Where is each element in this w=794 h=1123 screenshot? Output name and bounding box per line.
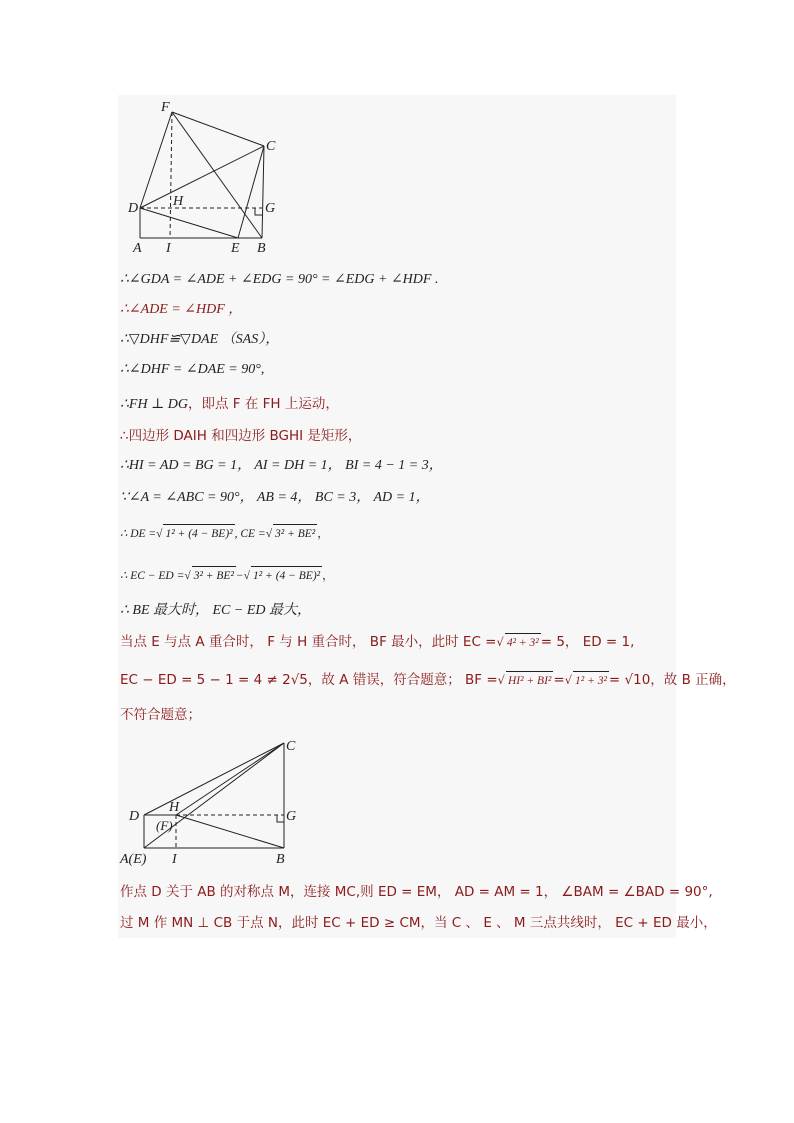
seg-fi (170, 112, 172, 238)
label-h: H (173, 194, 184, 209)
line-13: EC − ED = 5 − 1 = 4 ≠ 2√5，故 A 错误，符合题意； BF =√ HI² + BI² =√ 1² + 3² = √10，故 B 正确， (120, 672, 736, 688)
seg2-dc (144, 743, 284, 815)
label-e: E (231, 241, 240, 256)
line-2: ∴∠ADE = ∠HDF ， (120, 302, 243, 317)
label2-ae: A(E) (120, 852, 147, 867)
line-10: ∴ EC − ED =√ 3² + BE² −√ 1² + (4 − BE)² ， (120, 566, 334, 585)
seg-fb (172, 112, 262, 238)
figure-2 (118, 735, 318, 870)
seg-de (140, 208, 238, 238)
line-5: ∴FH ⊥ DG，即点 F 在 FH 上运动， (120, 396, 339, 412)
line-3: ∴▽DHF≌▽DAE （SAS）， (120, 332, 280, 347)
right-angle-g (255, 208, 262, 215)
label-g: G (265, 201, 276, 216)
seg2-hc (176, 743, 284, 815)
line-7: ∴HI = AD = BG = 1， AI = DH = 1， BI = 4 − 1 = 3， (120, 458, 443, 473)
label2-f: (F) (156, 818, 173, 833)
line-1: ∴∠GDA = ∠ADE + ∠EDG = 90° = ∠EDG + ∠HDF . (120, 272, 439, 287)
seg-dc (140, 146, 264, 208)
label2-b: B (276, 852, 285, 867)
label-a: A (133, 241, 142, 256)
line-15: 作点 D 关于 AB 的对称点 M，连接 MC,则 ED = EM， AD = AM = 1， ∠BAM = ∠BAD = 90°, (120, 884, 713, 900)
seg-ec (238, 146, 264, 238)
seg-bc (262, 146, 264, 238)
line-16: 过 M 作 MN ⊥ CB 于点 N，此时 EC + ED ≥ CM，当 C 、 E 、 M 三点共线时， EC + ED 最小， (120, 915, 717, 931)
label-c: C (266, 139, 276, 154)
label2-c: C (286, 739, 296, 754)
line-12: 当点 E 与点 A 重合时， F 与 H 重合时， BF 最小，此时 EC =√ 4² + 3² = 5， ED = 1, (120, 634, 635, 650)
label2-i: I (172, 852, 177, 867)
label-i: I (166, 241, 171, 256)
seg-fc (172, 112, 264, 146)
right-angle-g2 (277, 815, 284, 822)
label-b: B (257, 241, 266, 256)
seg-df (140, 112, 172, 208)
label2-g: G (286, 809, 297, 824)
label2-h: H (169, 800, 180, 815)
seg2-hb (176, 815, 284, 848)
line-14: 不符合题意； (120, 707, 201, 723)
label-d: D (128, 201, 139, 216)
line-4: ∴∠DHF = ∠DAE = 90°, (120, 362, 265, 377)
line-9: ∴ DE =√ 1² + (4 − BE)² , CE =√ 3² + BE² ， (120, 524, 329, 543)
line-8: ∵∠A = ∠ABC = 90°， AB = 4， BC = 3， AD = 1， (120, 490, 430, 505)
figure-1 (118, 98, 298, 258)
label-f: F (161, 100, 170, 115)
line-11: ∴ BE 最大时， EC − ED 最大， (120, 603, 312, 618)
label2-d: D (129, 809, 140, 824)
line-6: ∴四边形 DAIH 和四边形 BGHI 是矩形， (120, 428, 362, 444)
